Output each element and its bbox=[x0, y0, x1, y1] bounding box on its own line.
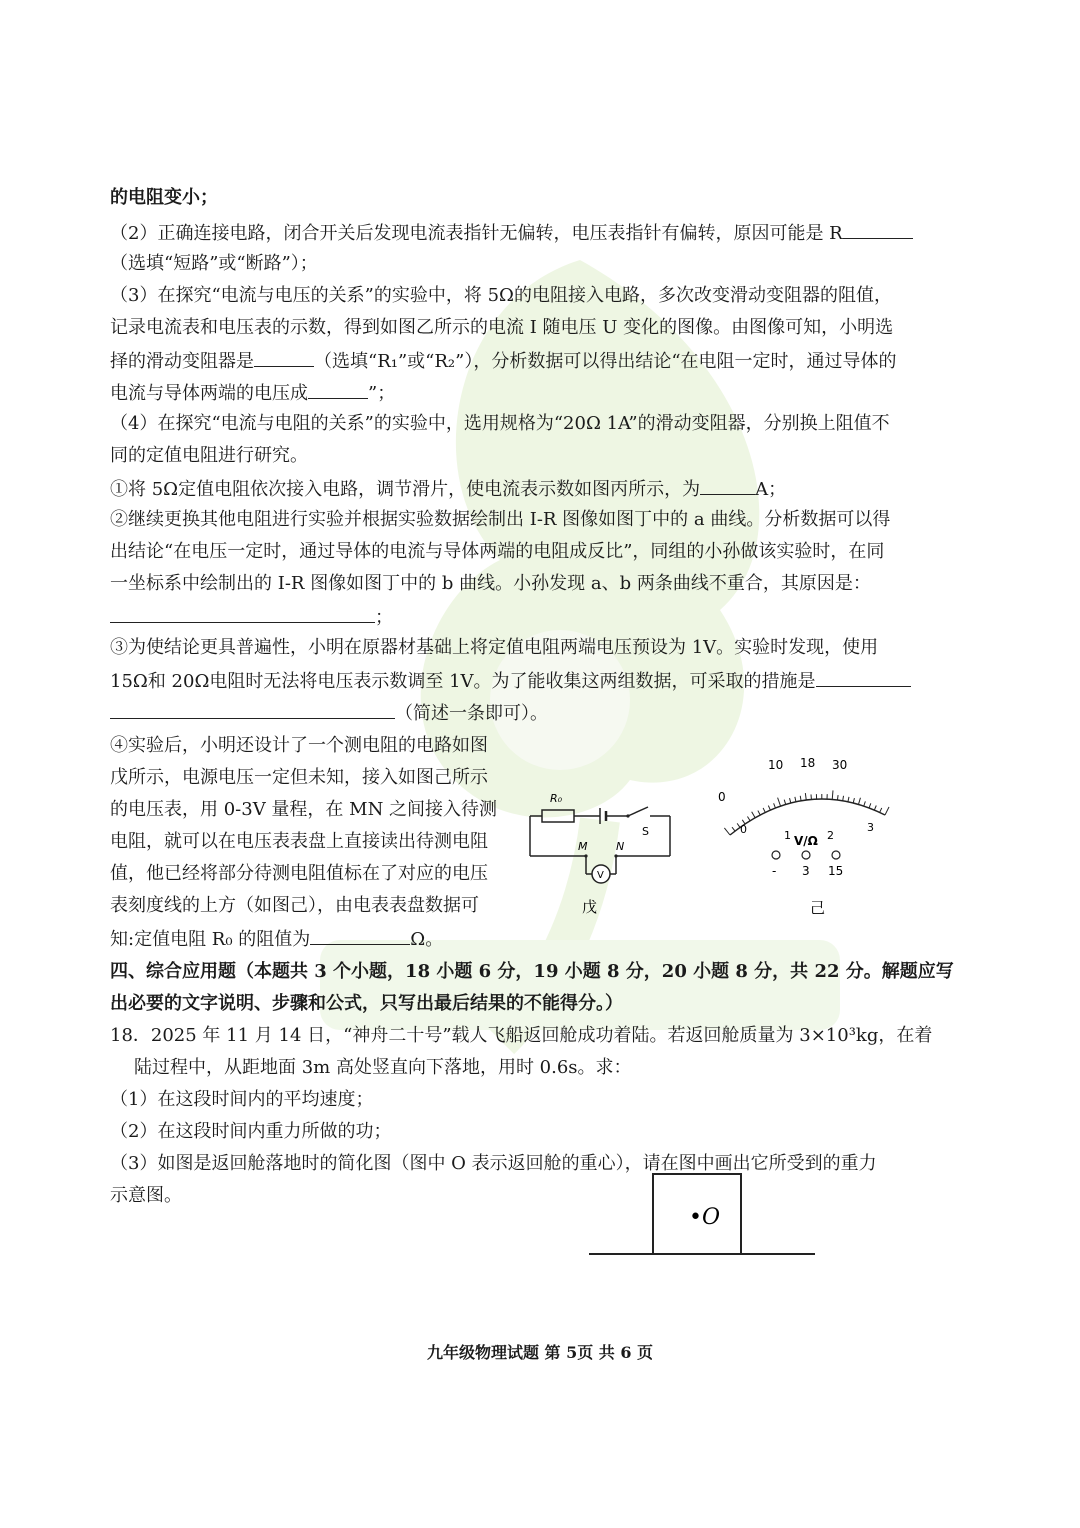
text-line: 的电压表，用 0-3V 量程，在 MN 之间接入待测 bbox=[110, 799, 498, 820]
text-span: 择的滑动变阻器是 bbox=[110, 351, 254, 372]
text-line: 同的定值电阻进行研究。 bbox=[110, 445, 308, 466]
question-4-3-answer-line bbox=[110, 700, 548, 726]
answer-blank[interactable] bbox=[700, 476, 755, 495]
dial-tick bbox=[795, 797, 796, 802]
question-18-line-2: 陆过程中，从距地面 3m 高处竖直向下落地，用时 0.6s。求： bbox=[134, 1057, 632, 1078]
text-line: ④实验后，小明还设计了一个测电阻的电路如图 bbox=[110, 735, 488, 756]
text-span: ①将 5Ω定值电阻依次接入电路，调节滑片，使电流表示数如图丙所示，为 bbox=[110, 479, 701, 500]
dial-tick bbox=[768, 806, 770, 811]
dial-tick bbox=[790, 798, 791, 803]
answer-blank[interactable] bbox=[816, 668, 911, 687]
text-span: 15Ω和 20Ω电阻时无法将电压表示数调至 1V。为了能收集这两组数据，可采取的措施是 bbox=[110, 671, 816, 692]
terminal-icon bbox=[832, 851, 840, 859]
dial-tick bbox=[763, 808, 765, 813]
text-line: 电阻，就可以在电压表表盘上直接读出待测电阻 bbox=[110, 831, 488, 852]
text-line: 一坐标系中绘制出的 I-R 图像如图丁中的 b 曲线。小孙发现 a、b 两条曲线不重合，其原因是： bbox=[110, 573, 871, 594]
dial-tick bbox=[747, 817, 750, 821]
text-span: 电流与导体两端的电压成 bbox=[110, 383, 308, 404]
answer-blank[interactable] bbox=[308, 380, 368, 399]
volt-label: 2 bbox=[827, 829, 834, 842]
volt-label: 1 bbox=[784, 829, 791, 842]
question-4-3-line bbox=[110, 668, 911, 694]
question-3-line-2 bbox=[110, 380, 395, 406]
dial-tick bbox=[774, 803, 776, 808]
r0-label: R₀ bbox=[550, 792, 563, 805]
dial-tick bbox=[874, 805, 876, 810]
page-footer: 九年级物理试题 第 5页 共 6 页 bbox=[426, 1343, 654, 1362]
text-line: 值，他已经将部分待测电阻值标在了对应的电压 bbox=[110, 863, 488, 884]
volt-label: 3 bbox=[867, 821, 874, 834]
circuit-caption: 戊 bbox=[582, 898, 598, 916]
text-line: 的电阻变小； bbox=[110, 187, 218, 208]
dial-tick bbox=[784, 800, 785, 805]
dial-tick bbox=[805, 793, 806, 800]
text-span: ； bbox=[375, 607, 393, 628]
text-span: ”； bbox=[368, 383, 396, 404]
capsule-diagram bbox=[585, 1168, 820, 1263]
dial-tick bbox=[843, 796, 844, 801]
answer-blank[interactable] bbox=[110, 604, 375, 623]
resistor-r0 bbox=[542, 810, 574, 822]
question-4-2-answer-line bbox=[110, 604, 393, 630]
dial-tick bbox=[864, 801, 866, 806]
answer-blank[interactable] bbox=[254, 348, 314, 367]
terminal-label: 15 bbox=[828, 864, 844, 878]
text-line: 戊所示，电源电压一定但未知，接入如图己所示 bbox=[110, 767, 488, 788]
text-line: 表刻度线的上方（如图己），由电表表盘数据可 bbox=[110, 895, 479, 916]
dial-tick bbox=[778, 798, 781, 807]
ohm-label: 18 bbox=[800, 756, 816, 770]
question-4-1-line bbox=[110, 476, 786, 502]
dial-ticks bbox=[724, 790, 889, 835]
dial-tick bbox=[837, 795, 838, 800]
text-span: （2）正确连接电路，闭合开关后发现电流表指针无偏转，电压表指针有偏转，原因可能是 R bbox=[110, 223, 843, 244]
dial-tick bbox=[752, 812, 755, 818]
n-label: N bbox=[616, 840, 625, 853]
terminal-label: 3 bbox=[802, 864, 810, 878]
dial-tick bbox=[869, 803, 871, 808]
dial-tick bbox=[724, 828, 730, 835]
dial-tick bbox=[885, 807, 889, 815]
center-of-gravity-label: •O bbox=[689, 1205, 721, 1230]
terminal-icon bbox=[802, 851, 810, 859]
text-line: ③为使结论更具普遍性，小明在原器材基础上将定值电阻两端电压预设为 1V。实验时发现，使用 bbox=[110, 637, 879, 658]
s-label: S bbox=[642, 825, 649, 838]
text-span: A； bbox=[755, 479, 787, 500]
section-4-note: 出必要的文字说明、步骤和公式，只写出最后结果的不能得分。） bbox=[110, 993, 623, 1014]
answer-blank[interactable] bbox=[843, 220, 913, 239]
dial-arc bbox=[730, 799, 885, 835]
text-span: （简述一条即可）。 bbox=[395, 703, 548, 724]
answer-blank[interactable] bbox=[310, 926, 410, 945]
text-line: （3）在探究“电流与电压的关系”的实验中，将 5Ω的电阻接入电路，多次改变滑动变阻器的阻值， bbox=[110, 285, 892, 306]
meter-unit: V/Ω bbox=[794, 834, 818, 848]
m-label: M bbox=[578, 840, 588, 853]
dial-tick bbox=[732, 827, 735, 831]
question-4-4-line bbox=[110, 926, 443, 952]
answer-blank[interactable] bbox=[110, 700, 395, 719]
text-span: 知:定值电阻 R₀ 的阻值为 bbox=[110, 929, 311, 950]
text-line: 记录电流表和电压表的示数，得到如图乙所示的电流 I 随电压 U 变化的图像。由图像可知，小明选 bbox=[110, 317, 894, 338]
dial-tick bbox=[848, 797, 849, 802]
text-span: （选填“R₁”或“R₂”），分析数据可以得出结论“在电阻一定时，通过导体的 bbox=[314, 351, 897, 372]
switch-s bbox=[628, 807, 648, 816]
ohm-label: 10 bbox=[768, 758, 784, 772]
text-line: 示意图。 bbox=[110, 1185, 182, 1206]
ohm-zero-label: 0 bbox=[718, 790, 726, 804]
question-3-line bbox=[110, 348, 897, 374]
dial-tick bbox=[853, 798, 854, 803]
dial-tick bbox=[758, 811, 760, 815]
text-line: ②继续更换其他电阻进行实验并根据实验数据绘制出 I-R 图像如图丁中的 a 曲线。分析数据可以得 bbox=[110, 509, 891, 530]
text-line: 出结论“在电压一定时，通过导体的电流与导体两端的电阻成反比”，同组的小孙做该实验时，在同 bbox=[110, 541, 885, 562]
volt-label: 0 bbox=[740, 823, 747, 836]
voltmeter-dial bbox=[710, 755, 900, 920]
dial-tick bbox=[880, 808, 882, 813]
text-line: （选填“短路”或“断路”）； bbox=[110, 253, 318, 274]
text-line: （2）在这段时间内重力所做的功； bbox=[110, 1121, 392, 1142]
dial-tick bbox=[858, 798, 860, 805]
ohm-label: 30 bbox=[832, 758, 848, 772]
dial-tick bbox=[832, 790, 833, 799]
question-2-line bbox=[110, 220, 913, 246]
meter-caption: 己 bbox=[810, 899, 826, 917]
dial-tick bbox=[800, 796, 801, 801]
text-span: Ω。 bbox=[410, 929, 444, 950]
text-line: （3）如图是返回舱落地时的简化图（图中 O 表示返回舱的重心），请在图中画出它所受到的重力 bbox=[110, 1153, 877, 1174]
text-line: （1）在这段时间内的平均速度； bbox=[110, 1089, 374, 1110]
voltmeter-label: V bbox=[597, 870, 604, 881]
terminal-icon bbox=[772, 851, 780, 859]
section-4-title: 四、综合应用题（本题共 3 个小题，18 小题 6 分，19 小题 8 分，20 小题 8 分，共 22 分。解题应写 bbox=[110, 961, 954, 982]
question-18-line: 18．2025 年 11 月 14 日，“神舟二十号”载人飞船返回舱成功着陆。若返回舱质量为 3×10³kg，在着 bbox=[110, 1025, 933, 1046]
terminal-label: - bbox=[772, 864, 777, 878]
text-line: （4）在探究“电流与电阻的关系”的实验中，选用规格为“20Ω 1A”的滑动变阻器，分别换上阻值不 bbox=[110, 413, 890, 434]
circuit-diagram bbox=[520, 780, 680, 920]
